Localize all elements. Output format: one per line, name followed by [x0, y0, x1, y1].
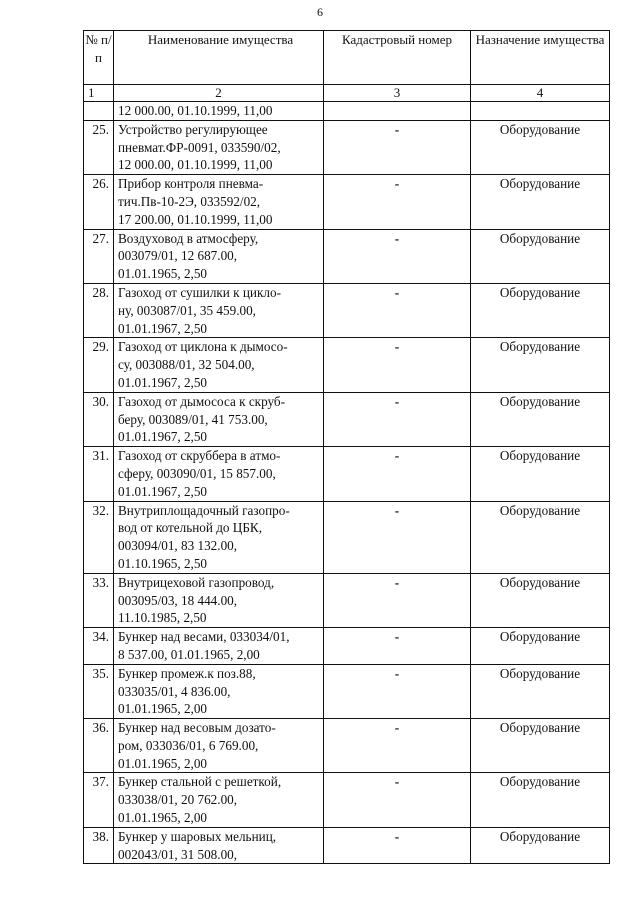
property-name [114, 120, 324, 174]
property-name-line: 01.01.1967, 2,50 [118, 320, 208, 336]
property-name-line: 002043/01, 31 508.00, [118, 846, 238, 862]
property-name [114, 283, 324, 337]
table-row [84, 283, 610, 337]
row-number: 37. [84, 773, 114, 827]
property-name [114, 664, 324, 718]
row-number [84, 102, 114, 121]
property-name-line: 01.01.1965, 2,50 [118, 266, 208, 282]
cadastral-number: - [324, 827, 471, 864]
table-row [84, 827, 610, 864]
table-row [84, 664, 610, 718]
cadastral-number: - [324, 501, 471, 573]
property-name-line: Бункер над весовым дозато- [118, 720, 276, 736]
property-purpose: Оборудование [471, 338, 610, 392]
property-name-line: 003095/03, 18 444.00, [118, 592, 238, 608]
property-name-line: 12 000.00, 01.10.1999, 11,00 [118, 103, 273, 118]
property-purpose: Оборудование [471, 628, 610, 665]
property-name-line: су, 003088/01, 32 504.00, [118, 357, 255, 373]
property-purpose: Оборудование [471, 392, 610, 446]
property-purpose: Оборудование [471, 229, 610, 283]
row-number: 33. [84, 573, 114, 627]
table-row [84, 447, 610, 501]
row-number: 26. [84, 175, 114, 229]
column-index: 1 [84, 85, 114, 102]
property-name-line: вод от котельной до ЦБК, [118, 520, 262, 536]
property-name-line: Бункер промеж.к поз.88, [118, 665, 256, 681]
property-name [114, 447, 324, 501]
table-row [84, 719, 610, 773]
property-name-line: Газоход от циклона к дымосо- [118, 339, 288, 355]
table-row [84, 773, 610, 827]
cadastral-number: - [324, 664, 471, 718]
property-name [114, 628, 324, 665]
property-name [114, 229, 324, 283]
cadastral-number [324, 102, 471, 121]
table-row [84, 229, 610, 283]
property-name-line: 003094/01, 83 132.00, [118, 538, 238, 554]
property-table [83, 30, 610, 864]
table-row [84, 573, 610, 627]
property-name [114, 392, 324, 446]
cadastral-number: - [324, 338, 471, 392]
column-index: 3 [324, 85, 471, 102]
cadastral-number: - [324, 628, 471, 665]
property-name-line: беру, 003089/01, 41 753.00, [118, 411, 268, 427]
table-row [84, 628, 610, 665]
column-index-row [84, 85, 610, 102]
property-name-line: 12 000.00, 01.10.1999, 11,00 [118, 157, 273, 173]
property-name-line: Бункер стальной с решеткой, [118, 774, 282, 790]
cadastral-number: - [324, 120, 471, 174]
property-purpose [471, 102, 610, 121]
property-name-line: 01.01.1967, 2,50 [118, 374, 208, 390]
row-number: 30. [84, 392, 114, 446]
property-name-line: 8 537.00, 01.01.1965, 2,00 [118, 646, 260, 662]
cadastral-number: - [324, 573, 471, 627]
row-number: 31. [84, 447, 114, 501]
page-number: 6 [317, 5, 323, 19]
cadastral-number: - [324, 392, 471, 446]
property-name-line: Газоход от скруббера в атмо- [118, 448, 281, 464]
cadastral-number: - [324, 447, 471, 501]
property-name-line: тич.Пв-10-2Э, 033592/02, [118, 193, 261, 209]
property-name-line: 01.01.1965, 2,00 [118, 701, 208, 717]
property-name [114, 573, 324, 627]
row-number: 38. [84, 827, 114, 864]
property-purpose: Оборудование [471, 719, 610, 773]
property-name-line: 003079/01, 12 687.00, [118, 248, 238, 264]
property-name-line: Газоход от сушилки к цикло- [118, 284, 281, 300]
row-number: 27. [84, 229, 114, 283]
property-name-line: ну, 003087/01, 35 459.00, [118, 302, 256, 318]
property-name-line: ром, 033036/01, 6 769.00, [118, 737, 259, 753]
property-name-line: Устройство регулирующее [118, 121, 268, 137]
property-name [114, 501, 324, 573]
property-name-line: 01.01.1967, 2,50 [118, 483, 208, 499]
property-name-line: Газоход от дымососа к скруб- [118, 393, 286, 409]
property-purpose: Оборудование [471, 120, 610, 174]
property-purpose: Оборудование [471, 664, 610, 718]
property-purpose: Оборудование [471, 827, 610, 864]
property-name [114, 338, 324, 392]
property-purpose: Оборудование [471, 447, 610, 501]
table-row [84, 175, 610, 229]
row-number: 29. [84, 338, 114, 392]
property-purpose: Оборудование [471, 501, 610, 573]
property-name-line: Внутрицеховой газопровод, [118, 574, 275, 590]
property-purpose: Оборудование [471, 573, 610, 627]
property-name-line: 17 200.00, 01.10.1999, 11,00 [118, 211, 273, 227]
property-name [114, 719, 324, 773]
property-name-line: пневмат.ФР-0091, 033590/02, [118, 139, 281, 155]
column-index: 2 [114, 85, 324, 102]
property-name [114, 175, 324, 229]
header-num: № п/п [84, 31, 114, 85]
property-name-line: Воздуховод в атмосферу, [118, 230, 259, 246]
header-cadastral: Кадастровый номер [324, 31, 471, 85]
property-name [114, 773, 324, 827]
cadastral-number: - [324, 175, 471, 229]
property-name [114, 827, 324, 864]
property-purpose: Оборудование [471, 283, 610, 337]
table-row [84, 102, 610, 121]
property-name-line: 01.10.1965, 2,50 [118, 555, 208, 571]
property-name-line: 01.01.1965, 2,00 [118, 810, 208, 826]
property-name-line: 033038/01, 20 762.00, [118, 792, 238, 808]
property-name-line: 01.01.1965, 2,00 [118, 755, 208, 771]
property-name-line: 11.10.1985, 2,50 [118, 610, 207, 626]
cadastral-number: - [324, 283, 471, 337]
property-purpose: Оборудование [471, 773, 610, 827]
header-name: Наименование имущества [114, 31, 324, 85]
property-name-line: 033035/01, 4 836.00, [118, 683, 231, 699]
row-number: 28. [84, 283, 114, 337]
header-row [84, 31, 610, 85]
table-row [84, 338, 610, 392]
property-name-line: Бункер у шаровых мельниц, [118, 828, 277, 844]
table-row [84, 120, 610, 174]
table-row [84, 392, 610, 446]
row-number: 36. [84, 719, 114, 773]
header-purpose: Назначение имущества [471, 31, 610, 85]
cadastral-number: - [324, 719, 471, 773]
property-purpose: Оборудование [471, 175, 610, 229]
property-name-line: Прибор контроля пневма- [118, 176, 264, 192]
cadastral-number: - [324, 773, 471, 827]
row-number: 35. [84, 664, 114, 718]
cadastral-number: - [324, 229, 471, 283]
property-name [114, 102, 324, 121]
property-name-line: Внутриплощадочный газопро- [118, 502, 290, 518]
table-row [84, 501, 610, 573]
row-number: 34. [84, 628, 114, 665]
row-number: 25. [84, 120, 114, 174]
property-name-line: Бункер над весами, 033034/01, [118, 629, 290, 645]
property-name-line: 01.01.1967, 2,50 [118, 429, 208, 445]
row-number: 32. [84, 501, 114, 573]
property-name-line: сферу, 003090/01, 15 857.00, [118, 465, 276, 481]
column-index: 4 [471, 85, 610, 102]
